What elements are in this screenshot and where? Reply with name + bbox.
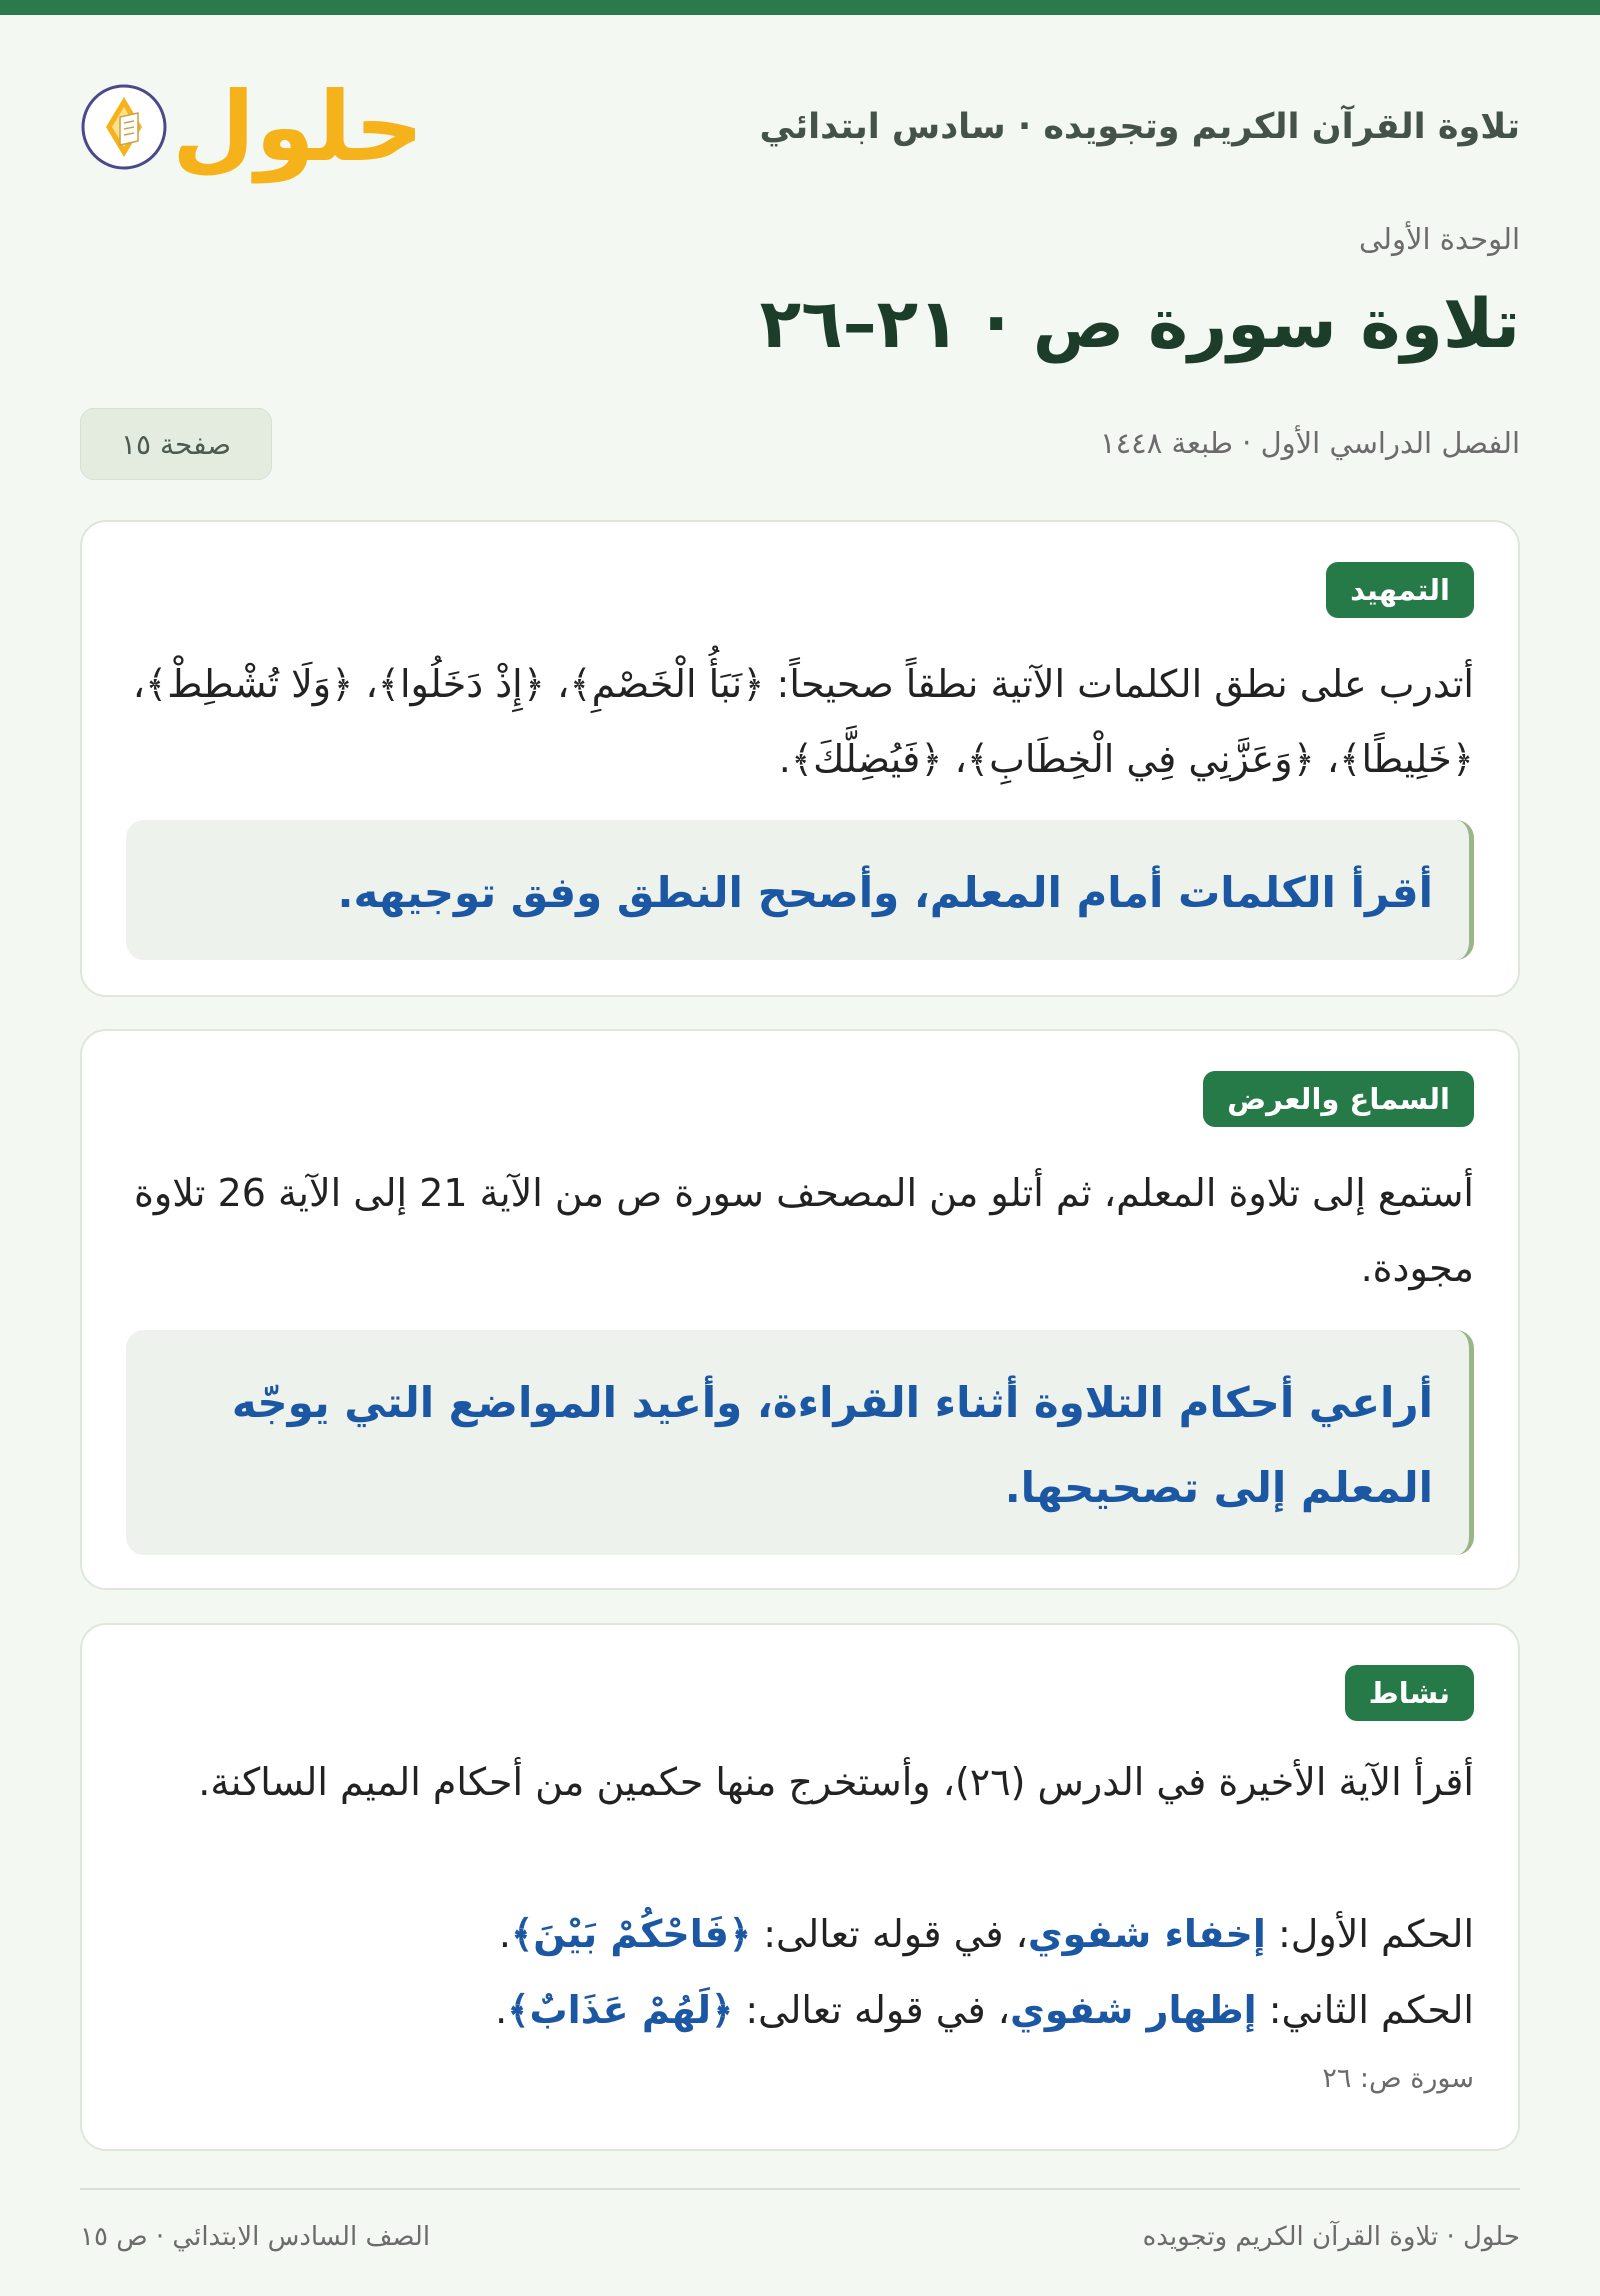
intro-callout: أقرأ الكلمات أمام المعلم، وأصحح النطق وفق توجيهه. <box>126 820 1474 960</box>
intro-text: أتدرب على نطق الكلمات الآتية نطقاً صحيحاً: ﴿نَبَأُ الْخَصْمِ﴾، ﴿إِذْ دَخَلُوا﴾، ﴿وَلَا تُشْطِطْ﴾، ﴿خَلِيطًا﴾، ﴿وَعَزَّنِي فِي الْخِطَابِ﴾، ﴿فَيُضِلَّكَ﴾. <box>132 662 1474 781</box>
listening-callout: أراعي أحكام التلاوة أثناء القراءة، وأعيد المواضع التي يوجّه المعلم إلى تصحيحها. <box>126 1330 1474 1555</box>
rule-two-verse: ﴿لَهُمْ عَذَابٌ﴾ <box>507 1988 734 2032</box>
rule-one-prefix: الحكم الأول: <box>1265 1912 1474 1956</box>
rule-two-end: . <box>495 1988 508 2032</box>
book-title: تلاوة القرآن الكريم وتجويده · سادس ابتدائي <box>759 107 1520 147</box>
rule-one-mid: ، في قوله تعالى: <box>751 1912 1028 1956</box>
rule-two-prefix: الحكم الثاني: <box>1256 1988 1474 2032</box>
edition-info: الفصل الدراسي الأول · طبعة ١٤٤٨ <box>1100 426 1520 460</box>
top-accent-bar <box>0 0 1600 15</box>
page-number-badge: صفحة ١٥ <box>80 408 272 480</box>
book-emblem-icon <box>80 83 168 171</box>
listening-text: أستمع إلى تلاوة المعلم، ثم أتلو من المصحف سورة ص من الآية 21 إلى الآية 26 تلاوة مجودة. <box>134 1171 1474 1290</box>
rule-one-verse: ﴿فَاحْكُمْ بَيْنَ﴾ <box>510 1912 752 1956</box>
activity-card <box>80 1623 1520 2151</box>
rule-one-end: . <box>498 1912 511 1956</box>
rule-two-name: إظهار شفوي <box>1010 1988 1257 2032</box>
section-tag: نشاط <box>1345 1665 1474 1721</box>
unit-label: الوحدة الأولى <box>1358 222 1520 256</box>
brand-logo[interactable] <box>80 71 424 183</box>
footer-divider <box>80 2188 1520 2190</box>
footer-book: حلول · تلاوة القرآن الكريم وتجويده <box>1142 2222 1520 2252</box>
section-tag: السماع والعرض <box>1203 1071 1474 1127</box>
activity-prompt: أقرأ الآية الأخيرة في الدرس (٢٦)، وأستخرج منها حكمين من أحكام الميم الساكنة. <box>198 1760 1474 1804</box>
verse-source: سورة ص: ٢٦ <box>1322 2063 1474 2094</box>
rule-one-name: إخفاء شفوي <box>1027 1912 1266 1956</box>
lesson-title: تلاوة سورة ص · ٢١–٢٦ <box>759 285 1520 364</box>
rule-two-mid: ، في قوله تعالى: <box>733 1988 1010 2032</box>
intro-card <box>80 520 1520 997</box>
listening-card <box>80 1029 1520 1590</box>
rule-two <box>126 1973 1474 2048</box>
footer-page: الصف السادس الابتدائي · ص ١٥ <box>80 2222 431 2252</box>
logo-wordmark: حلول <box>172 71 424 183</box>
page-header <box>80 62 1520 192</box>
rule-one <box>126 1897 1474 1972</box>
section-tag: التمهيد <box>1326 562 1474 618</box>
